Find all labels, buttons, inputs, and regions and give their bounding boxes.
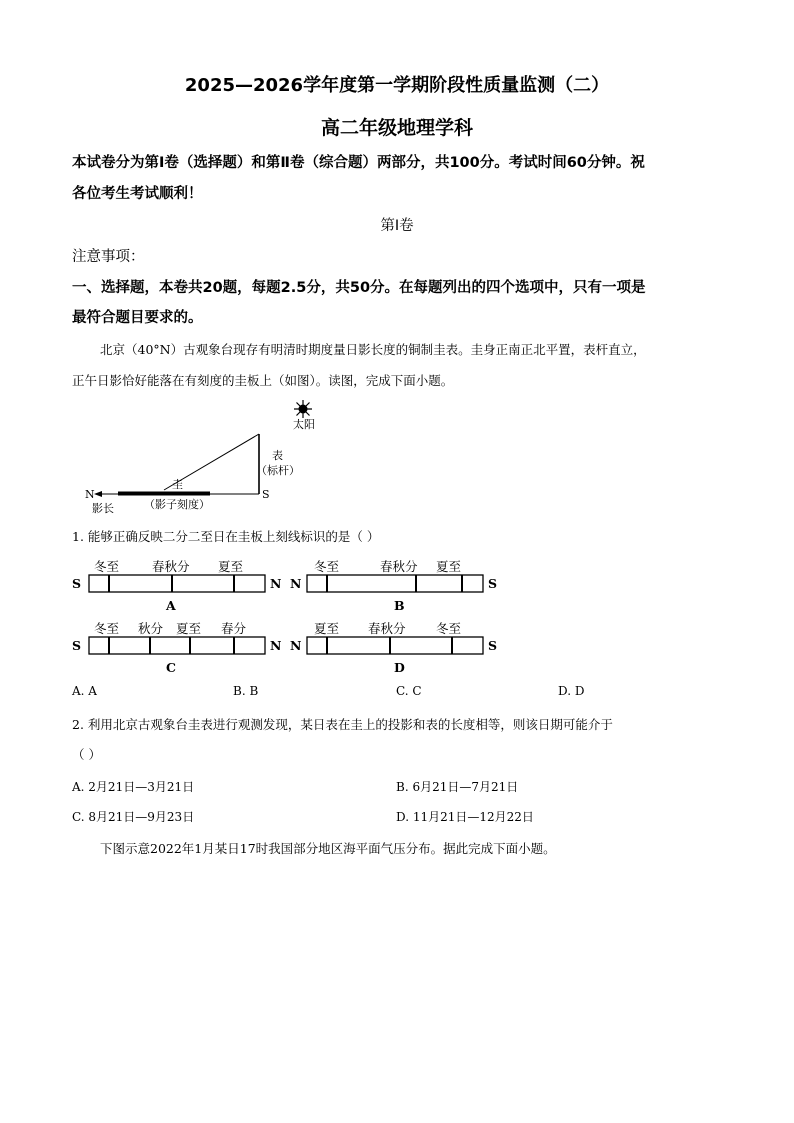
section-instructions-line2: 最符合题目要求的。 [72,310,203,326]
gnomon-figure [72,398,332,518]
diagram-d-bar [306,636,486,656]
diagram-a-label-3: 夏至 [218,559,244,574]
diagram-d-left: N [290,638,302,653]
diagram-d-letter: D [394,660,405,675]
page-subtitle: 高二年级地理学科 [320,117,473,139]
diagram-b-bar [306,574,486,594]
q1-option-a[interactable]: A. A [72,684,97,698]
diagram-b-label-1: 冬至 [314,559,340,574]
sun-icon [294,400,312,418]
diagram-a-right: N [270,576,282,591]
diagram-a-left: S [72,576,82,591]
part1-heading: 第Ⅰ卷 [380,218,414,234]
diagram-b-label-2: 春秋分 [380,559,418,574]
south-label: S [262,488,270,501]
diagram-a-label-2: 春秋分 [152,559,190,574]
diagram-a-letter: A [166,598,176,613]
gui-label: 圭 [172,478,183,491]
q2-stem-line1: 2. 利用北京古观象台圭表进行观测发现，某日表在圭上的投影和表的长度相等，则该日期可能介于 [72,717,613,732]
diagram-a-bar [88,574,268,594]
diagram-a-label-1: 冬至 [94,559,120,574]
q1-option-c[interactable]: C. C [396,684,422,698]
diagram-d-right: S [488,638,498,653]
passage1-line2: 正午日影恰好能落在有刻度的圭板上（如图）。读图，完成下面小题。 [72,373,454,388]
q1-option-b[interactable]: B. B [233,684,259,698]
notice-heading: 注意事项： [72,249,145,265]
page-title: 2025—2026学年度第一学期阶段性质量监测（二） [184,75,610,96]
passage2-text: 下图示意2022年1月某日17时我国部分地区海平面气压分布。据此完成下面小题。 [100,841,556,856]
diagram-c-label-1: 冬至 [94,621,120,636]
q1-option-d[interactable]: D. D [558,684,585,698]
north-label: N [85,488,95,501]
diagram-b-label-3: 夏至 [436,559,462,574]
diagram-c-left: S [72,638,82,653]
pole-label: 表 [272,449,283,462]
diagram-d-label-1: 夏至 [314,621,340,636]
arrow-left-icon [94,491,102,497]
diagram-b-left: N [290,576,302,591]
q1-stem: 1. 能够正确反映二分二至日在圭板上刻线标识的是（ ） [72,529,380,544]
exam-intro-line2: 各位考生考试顺利！ [72,186,203,202]
passage1-line1: 北京（40°N）古观象台现存有明清时期度量日影长度的铜制圭表。圭身正南正北平置，表杆直立， [100,342,646,357]
q2-option-c[interactable]: C. 8月21日—9月23日 [72,810,195,824]
q2-option-b[interactable]: B. 6月21日—7月21日 [396,780,519,794]
q2-option-d[interactable]: D. 11月21日—12月22日 [396,810,534,824]
diagram-b-letter: B [394,598,405,613]
pole-sublabel: （标杆） [256,464,300,477]
diagram-c-letter: C [166,660,176,675]
sun-label: 太阳 [293,418,315,431]
diagram-c-bar [88,636,268,656]
scale-label: （影子刻度） [144,498,210,511]
q2-stem-line2: （ ） [72,747,101,762]
diagram-b-right: S [488,576,498,591]
diagram-d-label-3: 冬至 [436,621,462,636]
exam-intro-line1: 本试卷分为第Ⅰ卷（选择题）和第Ⅱ卷（综合题）两部分，共100分。考试时间60分钟。祝 [72,155,645,171]
section-instructions-line1: 一、选择题，本卷共20题，每题2.5分，共50分。在每题列出的四个选项中，只有一项是 [72,280,646,296]
gui-plate [118,492,210,496]
diagram-c-label-2: 秋分 [138,621,164,636]
q2-option-a[interactable]: A. 2月21日—3月21日 [72,780,195,794]
diagram-c-label-4: 春分 [221,621,247,636]
diagram-c-label-3: 夏至 [176,621,202,636]
diagram-c-right: N [270,638,282,653]
shadow-label: 影长 [92,502,114,515]
diagram-d-label-2: 春秋分 [368,621,406,636]
